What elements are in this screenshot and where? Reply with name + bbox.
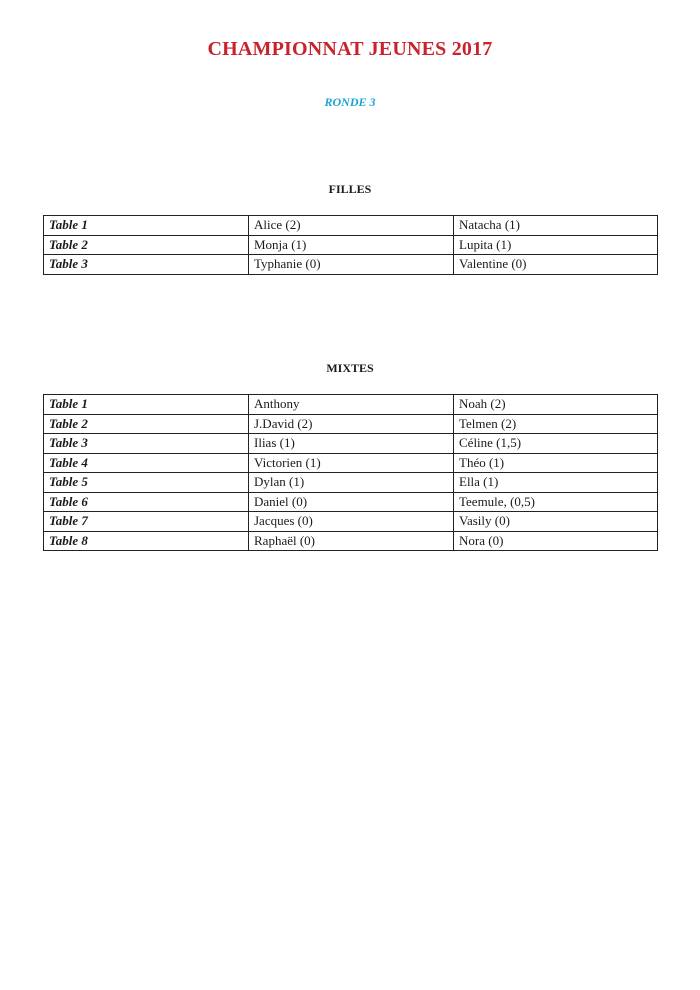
player-1: Monja (1): [249, 235, 454, 255]
mixtes-pairings-table: [43, 394, 658, 551]
player-2: Ella (1): [454, 473, 658, 493]
player-1: Typhanie (0): [249, 255, 454, 275]
table-number: Table 2: [44, 414, 249, 434]
table-row: [44, 512, 658, 532]
table-number: Table 3: [44, 434, 249, 454]
table-number: Table 1: [44, 395, 249, 415]
document-title: CHAMPIONNAT JEUNES 2017: [207, 38, 493, 60]
player-2: Vasily (0): [454, 512, 658, 532]
player-2: Natacha (1): [454, 216, 658, 236]
player-2: Telmen (2): [454, 414, 658, 434]
player-2: Céline (1,5): [454, 434, 658, 454]
table-number: Table 6: [44, 492, 249, 512]
player-1: Ilias (1): [249, 434, 454, 454]
player-2: Teemule, (0,5): [454, 492, 658, 512]
section-title-filles: FILLES: [328, 182, 372, 196]
player-1: J.David (2): [249, 414, 454, 434]
player-1: Raphaël (0): [249, 531, 454, 551]
table-row: [44, 492, 658, 512]
player-1: Victorien (1): [249, 453, 454, 473]
table-row: [44, 255, 658, 275]
table-row: [44, 216, 658, 236]
table-row: [44, 235, 658, 255]
table-number: Table 4: [44, 453, 249, 473]
table-number: Table 5: [44, 473, 249, 493]
section-title-mixtes: MIXTES: [326, 361, 374, 375]
player-1: Alice (2): [249, 216, 454, 236]
player-2: Nora (0): [454, 531, 658, 551]
table-number: Table 2: [44, 235, 249, 255]
player-1: Anthony: [249, 395, 454, 415]
table-row: [44, 434, 658, 454]
player-1: Daniel (0): [249, 492, 454, 512]
table-row: [44, 395, 658, 415]
table-row: [44, 453, 658, 473]
filles-pairings-table: [43, 215, 658, 275]
player-2: Théo (1): [454, 453, 658, 473]
table-row: [44, 414, 658, 434]
player-1: Dylan (1): [249, 473, 454, 493]
table-number: Table 3: [44, 255, 249, 275]
player-2: Valentine (0): [454, 255, 658, 275]
table-number: Table 8: [44, 531, 249, 551]
table-row: [44, 531, 658, 551]
round-subtitle: RONDE 3: [324, 95, 376, 109]
player-2: Noah (2): [454, 395, 658, 415]
table-row: [44, 473, 658, 493]
table-number: Table 7: [44, 512, 249, 532]
player-2: Lupita (1): [454, 235, 658, 255]
player-1: Jacques (0): [249, 512, 454, 532]
table-number: Table 1: [44, 216, 249, 236]
